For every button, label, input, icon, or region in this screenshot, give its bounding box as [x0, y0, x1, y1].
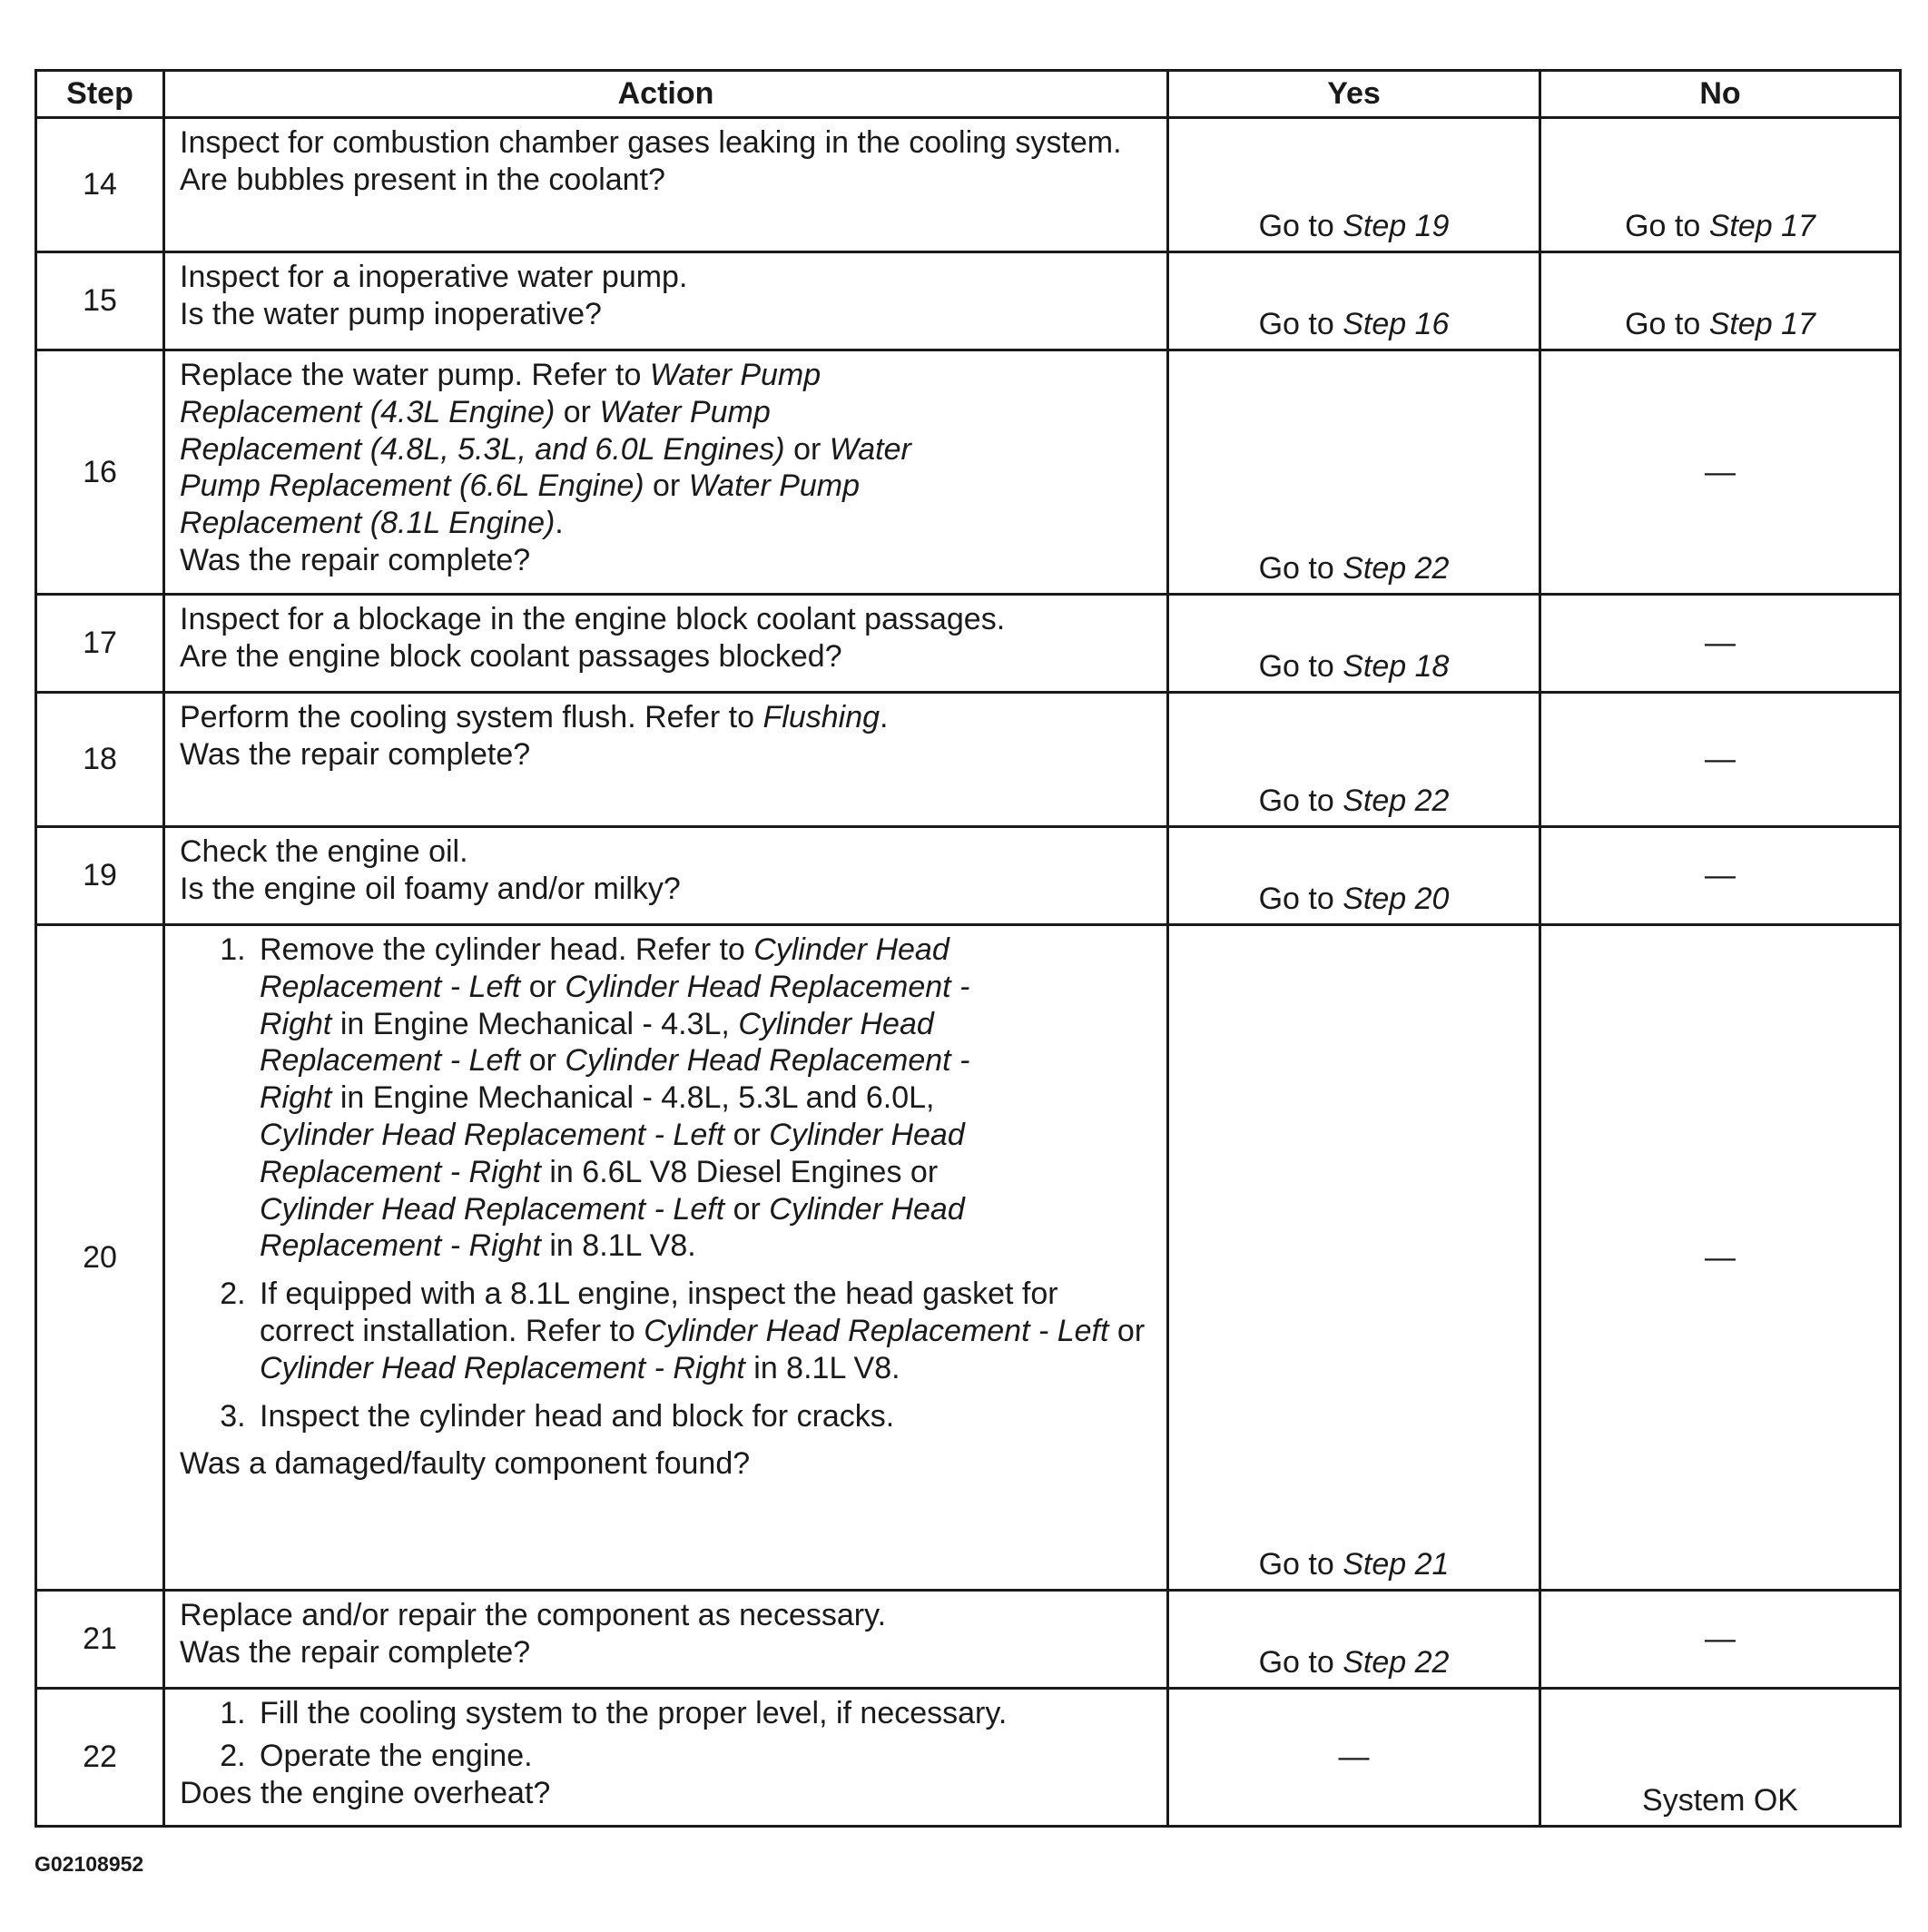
- no-cell: [1540, 595, 1901, 693]
- table-row: [36, 1689, 1901, 1827]
- action-text: Replace the water pump. Refer to Water Pump Replacement (4.3L Engine) or Water Pump Replacement (4.8L, 5.3L, and 6.0L Engines) or Water Pump Replacement (6.6L Engine) or Water Pump Replacement (8.1L Engine).: [180, 358, 911, 541]
- step-link[interactable]: Step 17: [1708, 209, 1815, 244]
- table-row: [36, 252, 1901, 350]
- action-question: Was the repair complete?: [180, 1634, 531, 1670]
- goto-prefix: Go to: [1625, 209, 1701, 244]
- action-question: Is the water pump inoperative?: [180, 296, 602, 331]
- step-link[interactable]: Step 22: [1343, 551, 1450, 586]
- list-item: 1. Fill the cooling system to the proper level, if necessary.: [254, 1695, 1154, 1732]
- system-ok-text: System OK: [1642, 1783, 1798, 1819]
- table-row: [36, 350, 1901, 595]
- no-cell: [1540, 827, 1901, 925]
- yes-cell: [1168, 827, 1540, 925]
- reference-link[interactable]: Cylinder Head Replacement - Left: [260, 1117, 725, 1152]
- dash-text: —: [1705, 1622, 1736, 1657]
- action-text: Inspect for a inoperative water pump.: [180, 260, 688, 294]
- yes-cell: [1168, 595, 1540, 693]
- action-question: Was a damaged/faulty component found?: [180, 1446, 751, 1482]
- step-link[interactable]: Step 18: [1343, 649, 1450, 685]
- step-number: 18: [36, 693, 164, 827]
- no-cell: [1540, 1689, 1901, 1827]
- diagnostic-table: [34, 69, 1902, 1828]
- header-no: No: [1540, 71, 1901, 118]
- step-link[interactable]: Step 21: [1343, 1547, 1450, 1582]
- action-question: Was the repair complete?: [180, 542, 531, 577]
- reference-link[interactable]: Cylinder Head Replacement - Left: [644, 1313, 1109, 1348]
- table-row: [36, 118, 1901, 252]
- yes-cell: [1168, 252, 1540, 350]
- step-number: 20: [36, 925, 164, 1591]
- step-link[interactable]: Step 20: [1343, 882, 1450, 917]
- step-link[interactable]: Step 22: [1343, 1645, 1450, 1681]
- action-cell: [164, 1689, 1168, 1827]
- table-row: [36, 925, 1901, 1591]
- step-number: 22: [36, 1689, 164, 1827]
- action-text: Inspect for a blockage in the engine block coolant passages.: [180, 602, 1006, 636]
- goto-prefix: Go to: [1258, 307, 1334, 342]
- goto-prefix: Go to: [1258, 882, 1334, 917]
- reference-link[interactable]: Cylinder Head Replacement - Right: [260, 969, 970, 1041]
- goto-prefix: Go to: [1258, 551, 1334, 586]
- dash-text: —: [1705, 454, 1736, 489]
- reference-link[interactable]: Water Pump Replacement (8.1L Engine): [180, 468, 861, 541]
- table-row: [36, 595, 1901, 693]
- yes-cell: [1168, 1689, 1540, 1827]
- reference-link[interactable]: Cylinder Head Replacement - Right: [260, 1191, 965, 1264]
- action-question: Does the engine overheat?: [180, 1775, 551, 1810]
- list-item: 3. Inspect the cylinder head and block for cracks.: [254, 1398, 1154, 1435]
- yes-cell: [1168, 693, 1540, 827]
- action-question: Was the repair complete?: [180, 736, 531, 772]
- reference-link[interactable]: Water Pump Replacement (4.8L, 5.3L, and 6.0L Engines): [180, 394, 785, 467]
- goto-prefix: Go to: [1258, 209, 1334, 244]
- reference-link[interactable]: Flushing: [762, 700, 880, 734]
- yes-cell: [1168, 118, 1540, 252]
- no-cell: [1540, 118, 1901, 252]
- action-text: Check the engine oil.: [180, 834, 468, 869]
- dash-text: —: [1705, 742, 1736, 777]
- step-number: 15: [36, 252, 164, 350]
- list-item: 2. If equipped with a 8.1L engine, inspect the head gasket for correct installation. Refer to Cylinder Head Replacement - Left or Cylinder Head Replacement - Right in 8.1L V8.: [254, 1276, 1154, 1386]
- header-yes: Yes: [1168, 71, 1540, 118]
- numbered-list: [180, 1695, 1154, 1775]
- table-header-row: [36, 71, 1901, 118]
- goto-prefix: Go to: [1258, 1547, 1334, 1582]
- action-question: Are bubbles present in the coolant?: [180, 162, 665, 197]
- action-cell: [164, 350, 1168, 595]
- action-cell: [164, 693, 1168, 827]
- step-link[interactable]: Step 16: [1343, 307, 1450, 342]
- step-link[interactable]: Step 17: [1708, 307, 1815, 342]
- reference-link[interactable]: Cylinder Head Replacement - Right: [260, 1043, 970, 1116]
- reference-link[interactable]: Water Pump Replacement (6.6L Engine): [180, 431, 911, 504]
- table-row: [36, 827, 1901, 925]
- yes-cell: [1168, 925, 1540, 1591]
- action-cell: [164, 1591, 1168, 1689]
- reference-link[interactable]: Cylinder Head Replacement - Right: [260, 1117, 965, 1189]
- no-cell: [1540, 1591, 1901, 1689]
- dash-text: —: [1338, 1740, 1370, 1775]
- dash-text: —: [1705, 1239, 1736, 1275]
- action-cell: [164, 252, 1168, 350]
- yes-cell: [1168, 1591, 1540, 1689]
- no-cell: [1540, 925, 1901, 1591]
- step-number: 19: [36, 827, 164, 925]
- no-cell: [1540, 693, 1901, 827]
- goto-prefix: Go to: [1258, 1645, 1334, 1681]
- step-link[interactable]: Step 19: [1343, 209, 1450, 244]
- step-number: 16: [36, 350, 164, 595]
- yes-cell: [1168, 350, 1540, 595]
- list-item: 1. Remove the cylinder head. Refer to Cylinder Head Replacement - Left or Cylinder Head Replacement - Right in Engine Mechanical - 4.3L, Cylinder Head Replacement - Left or Cylinder Head Replacement - Right in Engine Mechanical - 4.8L, 5.3L and 6.0L, Cylinder Head Replacement - Left or Cylinder Head Replacement - Right in 6.6L V8 Diesel Engines or Cylinder Head Replacement - Left or Cylinder Head Replacement - Right in 8.1L V8.: [254, 932, 1154, 1265]
- step-number: 17: [36, 595, 164, 693]
- action-cell: [164, 118, 1168, 252]
- dash-text: —: [1705, 626, 1736, 661]
- step-number: 21: [36, 1591, 164, 1689]
- no-cell: [1540, 350, 1901, 595]
- action-text: Perform the cooling system flush. Refer to Flushing.: [180, 700, 889, 734]
- action-question: Is the engine oil foamy and/or milky?: [180, 871, 681, 906]
- goto-prefix: Go to: [1258, 649, 1334, 685]
- reference-link[interactable]: Water Pump Replacement (4.3L Engine): [180, 358, 821, 429]
- goto-prefix: Go to: [1258, 784, 1334, 819]
- reference-link[interactable]: Cylinder Head Replacement - Left: [260, 1006, 934, 1079]
- step-number: 14: [36, 118, 164, 252]
- numbered-list: [180, 932, 1154, 1445]
- figure-id: G02108952: [34, 1852, 144, 1876]
- reference-link[interactable]: Cylinder Head Replacement - Left: [260, 932, 949, 1004]
- action-cell: [164, 827, 1168, 925]
- dash-text: —: [1705, 858, 1736, 893]
- header-action: Action: [164, 71, 1168, 118]
- header-step: Step: [36, 71, 164, 118]
- action-cell: [164, 925, 1168, 1591]
- action-cell: [164, 595, 1168, 693]
- action-text: Replace and/or repair the component as necessary.: [180, 1598, 887, 1632]
- action-question: Are the engine block coolant passages blocked?: [180, 638, 842, 674]
- reference-link[interactable]: Cylinder Head Replacement - Left: [260, 1191, 725, 1227]
- action-text: Inspect for combustion chamber gases leaking in the cooling system.: [180, 125, 1122, 160]
- reference-link[interactable]: Cylinder Head Replacement - Right: [260, 1350, 745, 1385]
- step-link[interactable]: Step 22: [1343, 784, 1450, 819]
- no-cell: [1540, 252, 1901, 350]
- table-row: [36, 1591, 1901, 1689]
- list-item: 2. Operate the engine.: [254, 1738, 1154, 1775]
- table-row: [36, 693, 1901, 827]
- goto-prefix: Go to: [1625, 307, 1701, 342]
